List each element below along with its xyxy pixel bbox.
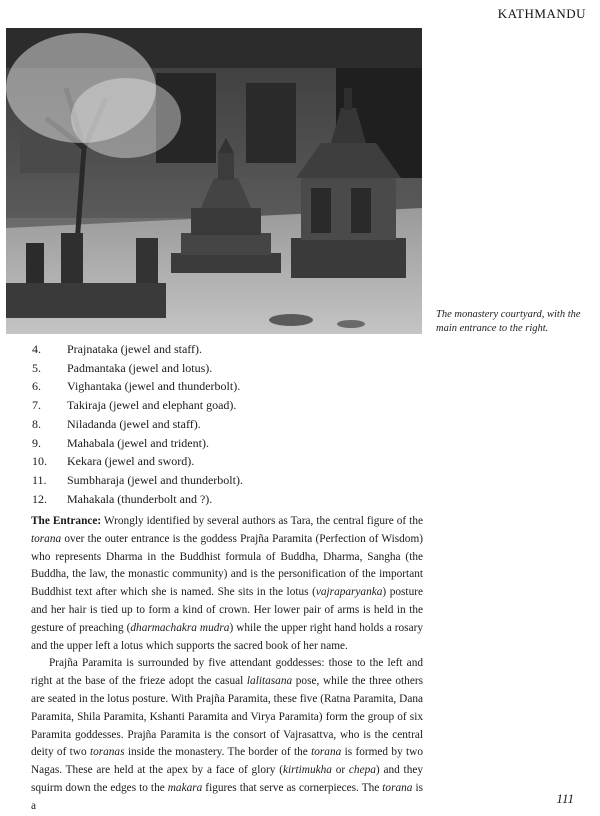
text-run: ) while the upper right hand holds a rosary and the upper left a lotus which supports the sacred book of her name. (31, 621, 423, 652)
text-run: is a (31, 781, 423, 812)
italic-term: vajraparyanka (315, 586, 383, 599)
figure-caption: The monastery courtyard, with the main entrance to the right. (436, 309, 581, 334)
list-item-text: Sumbharaja (jewel and thunderbolt). (67, 472, 243, 487)
list-item-text: Kekara (jewel and sword). (67, 454, 195, 469)
list-item (32, 471, 243, 490)
list-item-text: Mahakala (thunderbolt and ?). (67, 491, 213, 506)
italic-term: torana (311, 746, 342, 759)
paragraph (31, 655, 423, 815)
list-item-number: 9. (32, 435, 41, 450)
text-run: Prajña Paramita is surrounded by five attendant goddesses: those to the left and right at the base of the frieze adopt the casual (31, 657, 423, 688)
list-item (32, 434, 243, 453)
list-item-text: Takiraja (jewel and elephant goad). (67, 398, 237, 413)
list-item-number: 5. (32, 360, 41, 375)
italic-term: dharmachakra mudra (130, 621, 230, 634)
list-item (32, 396, 243, 415)
italic-term: makara (167, 781, 203, 794)
list-item-number: 8. (32, 416, 41, 431)
page-number: 111 (556, 791, 574, 806)
text-run: or (331, 764, 349, 777)
list-item (32, 377, 243, 396)
list-item-text: Prajnataka (jewel and staff). (67, 342, 203, 356)
list-item-number: 10. (32, 454, 47, 469)
running-title: KATHMANDU (497, 6, 586, 21)
italic-term: chepa (348, 764, 376, 777)
list-item (32, 415, 243, 434)
body-text (31, 513, 423, 816)
list-item-text: Vighantaka (jewel and thunderbolt). (67, 379, 241, 394)
text-run: over the outer entrance is the goddess Prajña Paramita (Perfection of Wisdom) who represents Dharma in the Buddhist formula of Buddha, Dharma, Sangha (the Buddha, the law, the monastic community) and is the personification of the important Buddhist text after which she is named. She sits in the lotus ( (31, 532, 423, 599)
list-item (32, 340, 243, 359)
paragraph (31, 513, 423, 655)
italic-term: toranas (89, 746, 125, 759)
italic-term: torana (31, 532, 62, 545)
section-heading: The Entrance: (31, 515, 102, 527)
italic-term: lalitasana (246, 675, 293, 688)
list-item-text: Padmantaka (jewel and lotus). (67, 360, 213, 375)
list-item-number: 7. (32, 398, 41, 413)
text-run: pose, while the three others are seated in the lotus posture. With Prajña Paramita, these five (Ratna Paramita, Dana Paramita, Shila Paramita, Kshanti Paramita and Virya Paramita) form the group of six Paramita goddesses. Prajña Paramita is the consort of Vajrasattva, who is the central deity of two (31, 675, 423, 759)
list-item (32, 452, 243, 471)
text-run: ) posture and her hair is tied up to form a kind of crown. Her lower pair of arms is held in the gesture of preaching ( (31, 586, 423, 634)
list-item (32, 359, 243, 378)
text-run: inside the monastery. The border of the (124, 746, 312, 759)
text-run: Wrongly identified by several authors as Tara, the central figure of the (101, 515, 423, 527)
text-run: is formed by two Nagas. These are held at the apex by a face of glory ( (31, 746, 423, 777)
list-item-text: Niladanda (jewel and staff). (67, 416, 201, 431)
courtyard-photo (6, 28, 422, 334)
list-item-number: 11. (32, 472, 47, 487)
list-item-number: 12. (32, 491, 47, 506)
italic-term: torana (382, 781, 413, 794)
list-item-number: 4. (32, 342, 41, 356)
italic-term: kirtimukha (282, 764, 332, 777)
list-item-number: 6. (32, 379, 41, 394)
list-item-text: Mahabala (jewel and trident). (67, 435, 209, 450)
text-run: figures that serve as cornerpieces. The (202, 781, 383, 794)
deity-list (32, 340, 243, 508)
text-run: ) and they squirm down the edges to the (31, 764, 424, 794)
list-item (32, 490, 243, 509)
